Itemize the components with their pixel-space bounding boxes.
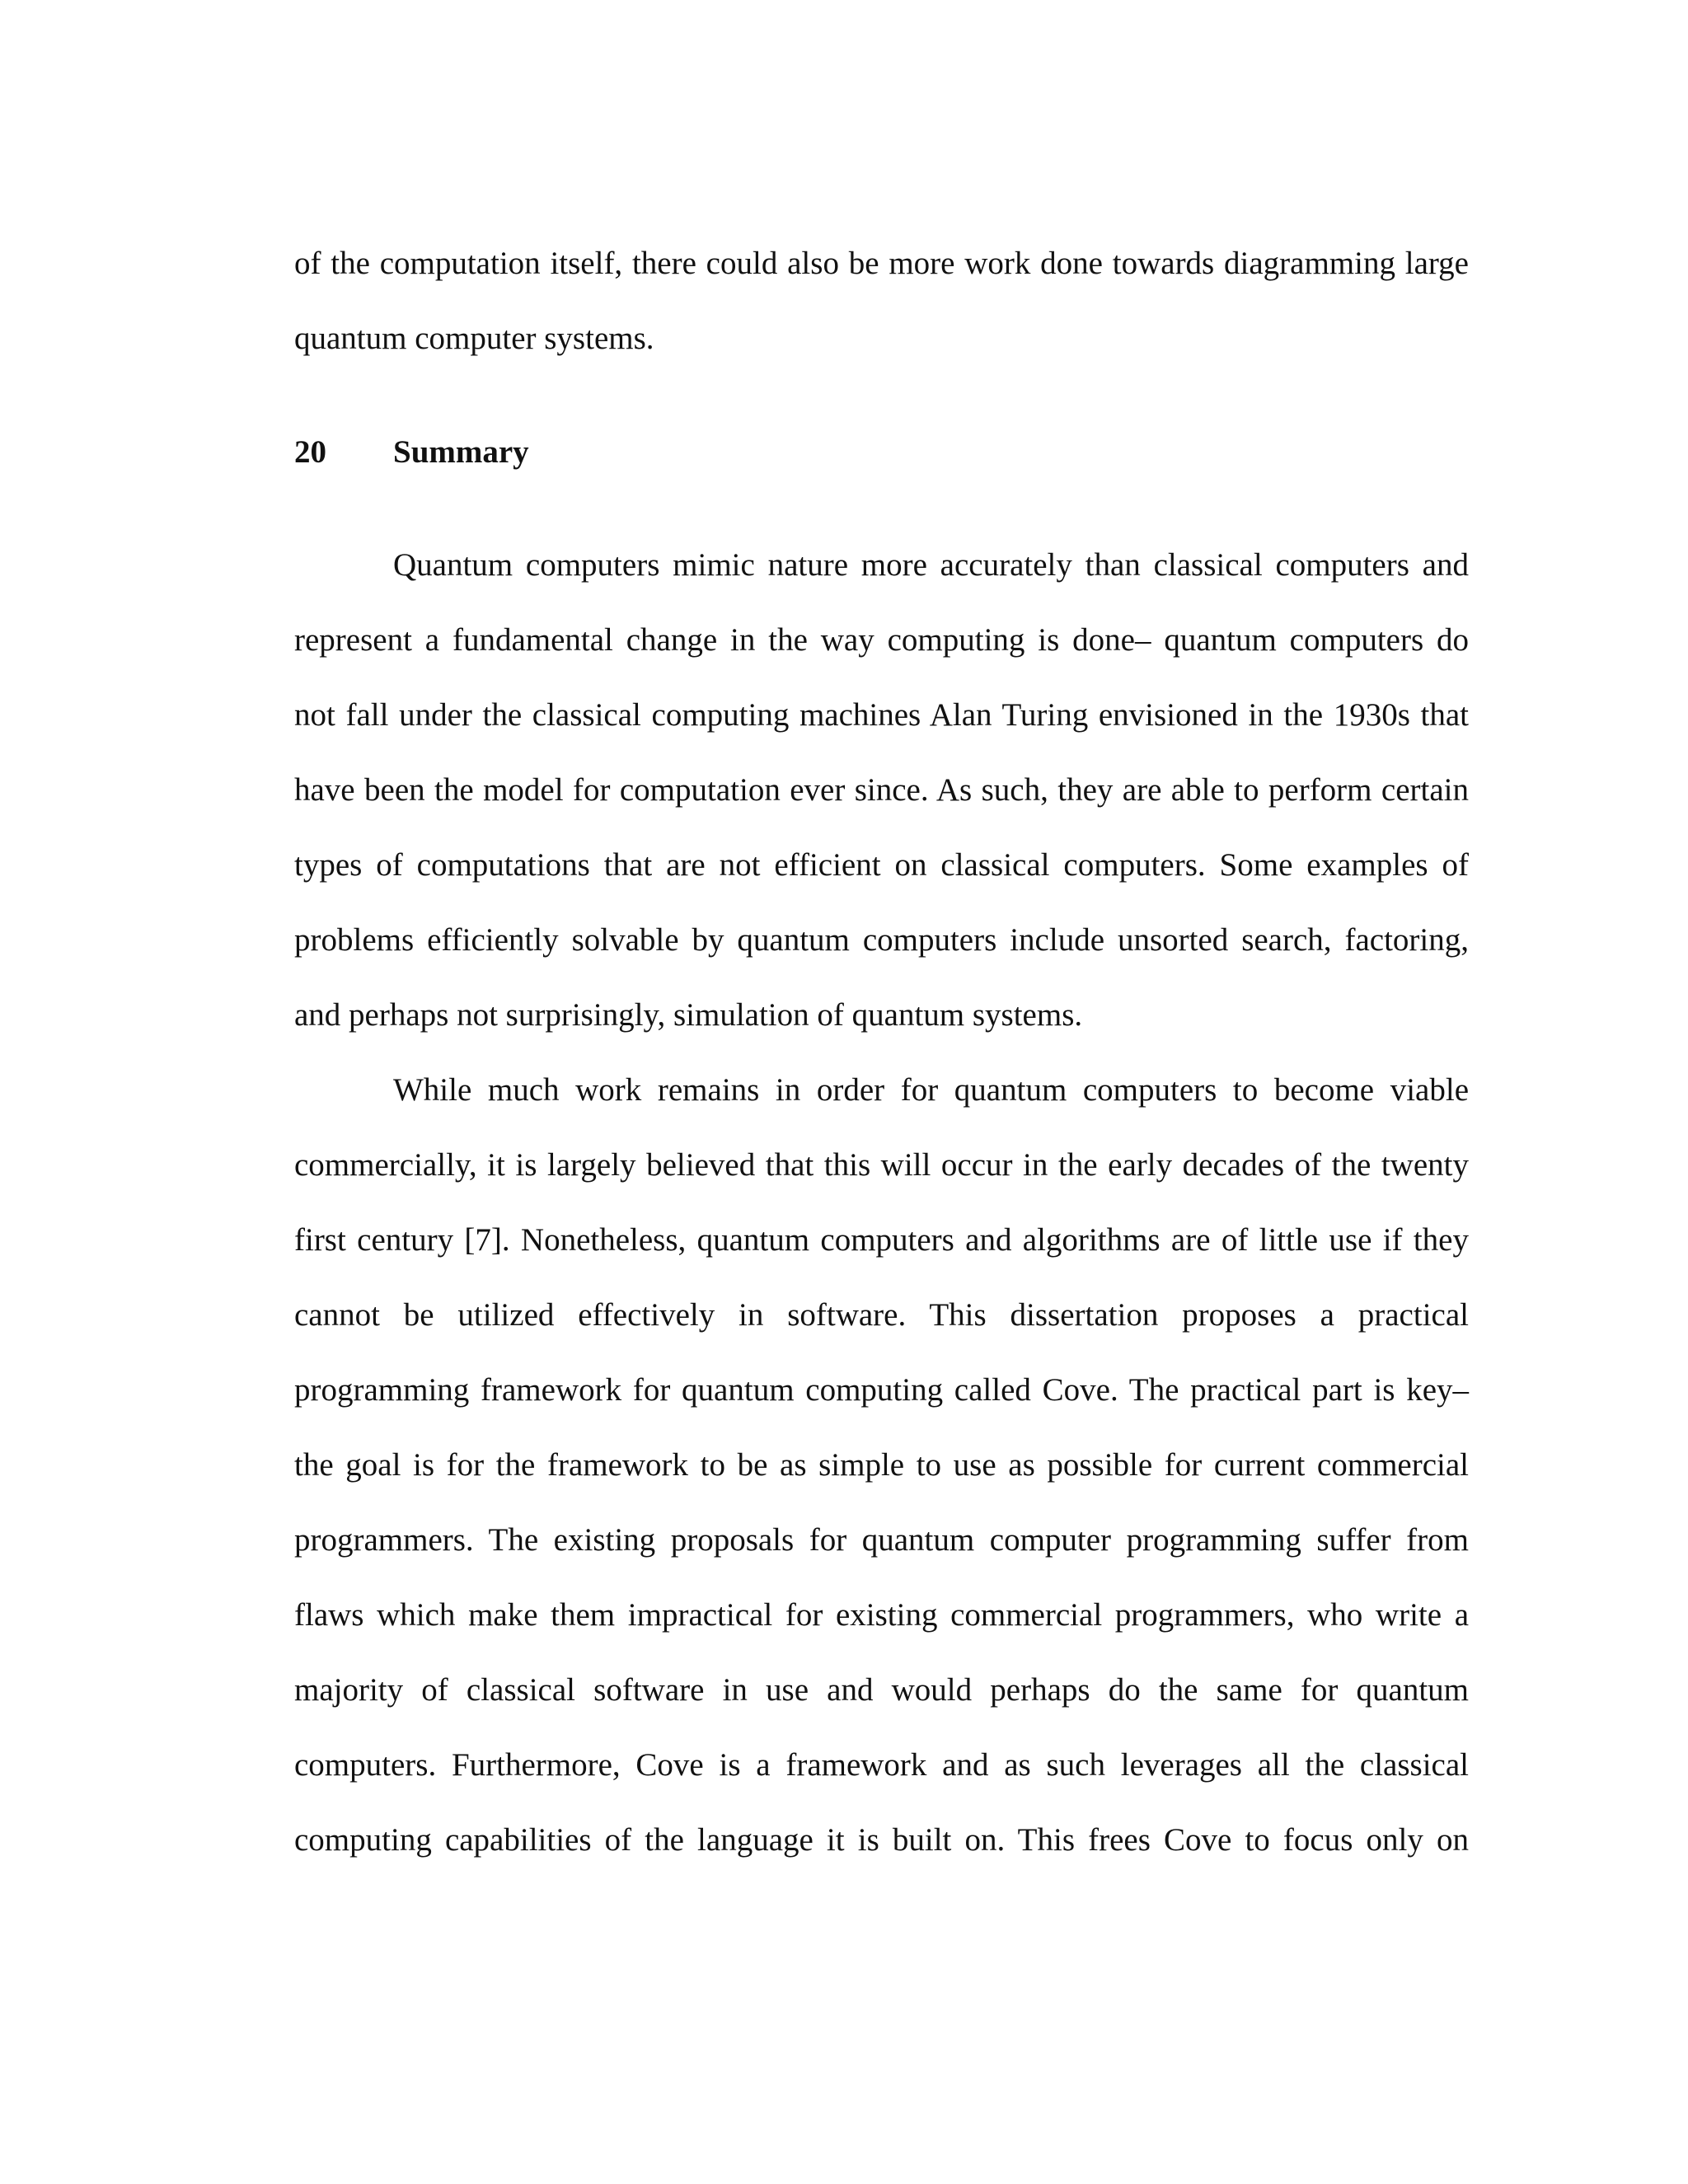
section-title: Summary	[393, 434, 529, 470]
paragraph2-line-7: programmers. The existing proposals for quantum computer programming suffer from	[294, 1522, 1469, 1558]
paragraph1-line-3: not fall under the classical computing machines Alan Turing envisioned in the 1930s that	[294, 697, 1469, 733]
paragraph1-line-1: Quantum computers mimic nature more accurately than classical computers and	[393, 547, 1469, 583]
paragraph1-line-4: have been the model for computation ever since. As such, they are able to perform certain	[294, 772, 1469, 808]
paragraph2-line-6: the goal is for the framework to be as simple to use as possible for current commercial	[294, 1447, 1469, 1483]
paragraph2-line-4: cannot be utilized effectively in software. This dissertation proposes a practical	[294, 1297, 1469, 1333]
paragraph2-line-1: While much work remains in order for quantum computers to become viable	[393, 1072, 1469, 1108]
paragraph2-line-2: commercially, it is largely believed that this will occur in the early decades of the twenty	[294, 1147, 1469, 1183]
carryover-line-1: of the computation itself, there could also be more work done towards diagramming large	[294, 246, 1469, 281]
paragraph2-line-8: flaws which make them impractical for existing commercial programmers, who write a	[294, 1597, 1469, 1633]
paragraph2-line-3: first century [7]. Nonetheless, quantum computers and algorithms are of little use if they	[294, 1222, 1469, 1258]
paragraph1-line-5: types of computations that are not efficient on classical computers. Some examples of	[294, 847, 1469, 883]
section-number: 20	[294, 434, 326, 470]
section-heading	[294, 433, 529, 472]
paragraph2-line-11: computing capabilities of the language it is built on. This frees Cove to focus only on	[294, 1822, 1469, 1858]
paragraph1-line-6: problems efficiently solvable by quantum computers include unsorted search, factoring,	[294, 922, 1469, 958]
paragraph2-line-9: majority of classical software in use and would perhaps do the same for quantum	[294, 1672, 1469, 1708]
paragraph2-line-5: programming framework for quantum computing called Cove. The practical part is key–	[294, 1372, 1469, 1408]
carryover-line-2: quantum computer systems.	[294, 321, 654, 356]
paragraph1-line-7: and perhaps not surprisingly, simulation of quantum systems.	[294, 997, 1083, 1033]
paragraph1-line-2: represent a fundamental change in the way computing is done– quantum computers do	[294, 622, 1469, 658]
paragraph2-line-10: computers. Furthermore, Cove is a framework and as such leverages all the classical	[294, 1747, 1469, 1783]
